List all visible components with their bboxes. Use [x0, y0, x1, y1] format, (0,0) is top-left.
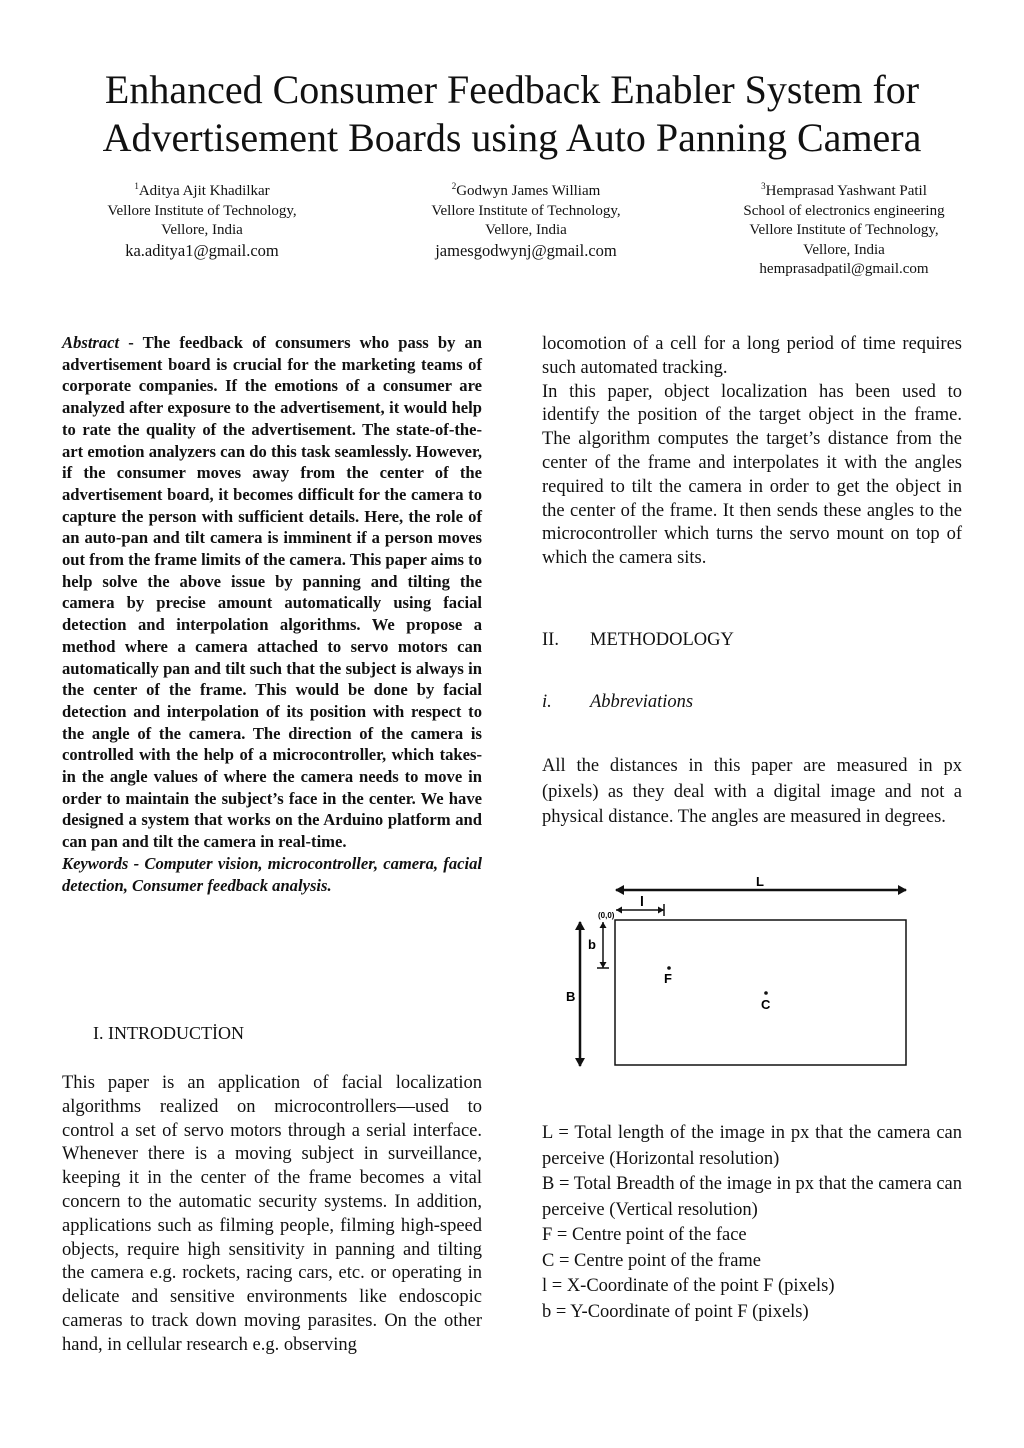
abbreviations-title: Abbreviations: [590, 692, 694, 712]
paper-title: [40, 66, 984, 162]
author-1-affil-2: Vellore, India: [161, 222, 243, 238]
author-3-affil-2: Vellore Institute of Technology,: [749, 222, 939, 238]
author-1-name: Aditya Ajit Khadilkar: [138, 183, 270, 199]
abstract: [62, 332, 482, 896]
author-2-num: 2: [451, 181, 457, 191]
author-3-name: Hemprasad Yashwant Patil: [765, 183, 927, 199]
definition-l: l = X-Coordinate of the point F (pixels): [542, 1276, 835, 1296]
title-line-2: Advertisement Boards using Auto Panning Camera: [102, 115, 922, 160]
definitions-list: [542, 1121, 962, 1325]
right-column-intro: [542, 333, 962, 571]
author-1-email[interactable]: ka.aditya1@gmail.com: [125, 240, 279, 260]
point-F: [667, 966, 671, 970]
author-3-email[interactable]: hemprasadpatil@gmail.com: [759, 261, 929, 277]
abbreviations-text: All the distances in this paper are measured in px (pixels) as they deal with a digital image and not a physical distance. The angles are measured in degrees.: [542, 756, 962, 827]
methodology-title: METHODOLOGY: [590, 630, 734, 650]
label-origin: (0,0): [598, 911, 615, 920]
image-frame: [615, 920, 906, 1065]
author-1: [62, 182, 342, 260]
methodology-num: II.: [542, 630, 559, 650]
author-3-affil-3: Vellore, India: [803, 241, 885, 258]
introduction-text: This paper is an application of facial localization algorithms realized on microcontrollers—used to control a set of servo motors through a serial interface. Whenever there is a moving subject in surveillance, keeping it in the center of the frame becomes a vital concern to the automatic security systems. In addition, applications such as filming people, filming high-speed objects, require high sensitivity in panning and tilting the camera e.g. rockets, racing cars, etc. or operating in delicate and sensitive environments like endoscopic cameras to track down moving parasites. On the other hand, in cellular research e.g. observing: [62, 1073, 482, 1355]
label-B: B: [566, 989, 576, 1004]
label-L: L: [756, 874, 764, 889]
definition-L: L = Total length of the image in px that the camera can perceive (Horizontal resolution): [542, 1123, 962, 1169]
author-2-name: Godwyn James William: [456, 183, 601, 199]
right-para-2: In this paper, object localization has been used to identify the position of the target object in the frame. The algorithm computes the target’s distance from the center of the frame and interpolates it with the angles required to tilt the camera in order to get the object in the center of the frame. It then sends these angles to the microcontroller which turns the servo mount on top of which the camera sits.: [542, 381, 962, 569]
definition-B: B = Total Breadth of the image in px that the camera can perceive (Vertical resolution): [542, 1174, 962, 1220]
point-C: [764, 991, 768, 995]
label-b: b: [588, 937, 596, 952]
definition-C: C = Centre point of the frame: [542, 1250, 762, 1271]
keywords: Keywords - Computer vision, microcontroller, camera, facial detection, Consumer feedback analysis.: [62, 853, 482, 895]
author-2-affil-1: Vellore Institute of Technology,: [431, 202, 621, 219]
author-1-affil-1: Vellore Institute of Technology,: [107, 202, 297, 219]
author-2: [386, 182, 666, 260]
introduction-heading: I. INTRODUCTİON: [93, 1023, 244, 1043]
label-F: F: [664, 971, 672, 986]
label-C: C: [761, 997, 771, 1012]
definition-b: b = Y-Coordinate of point F (pixels): [542, 1301, 809, 1322]
abstract-text: - The feedback of consumers who pass by an advertisement board is crucial for the marketing teams of corporate companies. If the emotions of a consumer are analyzed after exposure to the advertisement, it would help to rate the quality of the advertisement. The state-of-the-art emotion analyzers can do this task seamlessly. However, if the consumer moves away from the center of the advertisement board, it becomes difficult for the camera to capture the person with sufficient details. Here, the role of an auto-pan and tilt camera is imminent if a person moves out from the frame limits of the camera. This paper aims to help solve the above issue by panning and tilting the camera by precise amount automatically using facial detection and interpolation algorithms. We propose a method where a camera attached to servo motors can automatically pan and tilt such that the subject is always in the center of the frame. This would be done by facial detection and interpolation of its position with respect to the angle of the camera. The direction of the camera is controlled with the help of a microcontroller, which takes-in the angle values of where the camera needs to move in order to maintain the subject’s face in the center. We have designed a system that works on the Arduino platform and can pan and tilt the camera in real-time.: [62, 333, 482, 852]
right-para-1: locomotion of a cell for a long period of time requires such automated tracking.: [542, 334, 962, 378]
abbreviations-heading: [542, 692, 693, 713]
definition-F: F = Centre point of the face: [542, 1225, 747, 1245]
author-2-affil-2: Vellore, India: [485, 222, 567, 238]
label-l: l: [640, 893, 644, 909]
abstract-label: Abstract: [62, 333, 120, 352]
title-line-1: Enhanced Consumer Feedback Enabler System for: [104, 67, 920, 112]
author-2-email[interactable]: jamesgodwynj@gmail.com: [435, 240, 617, 260]
author-1-num: 1: [134, 181, 139, 191]
author-3: [704, 182, 984, 280]
frame-diagram: [560, 866, 920, 1076]
abbreviations-num: i.: [542, 692, 552, 712]
author-3-affil-1: School of electronics engineering: [743, 202, 945, 219]
author-3-num: 3: [761, 181, 766, 191]
methodology-heading: [542, 630, 734, 651]
